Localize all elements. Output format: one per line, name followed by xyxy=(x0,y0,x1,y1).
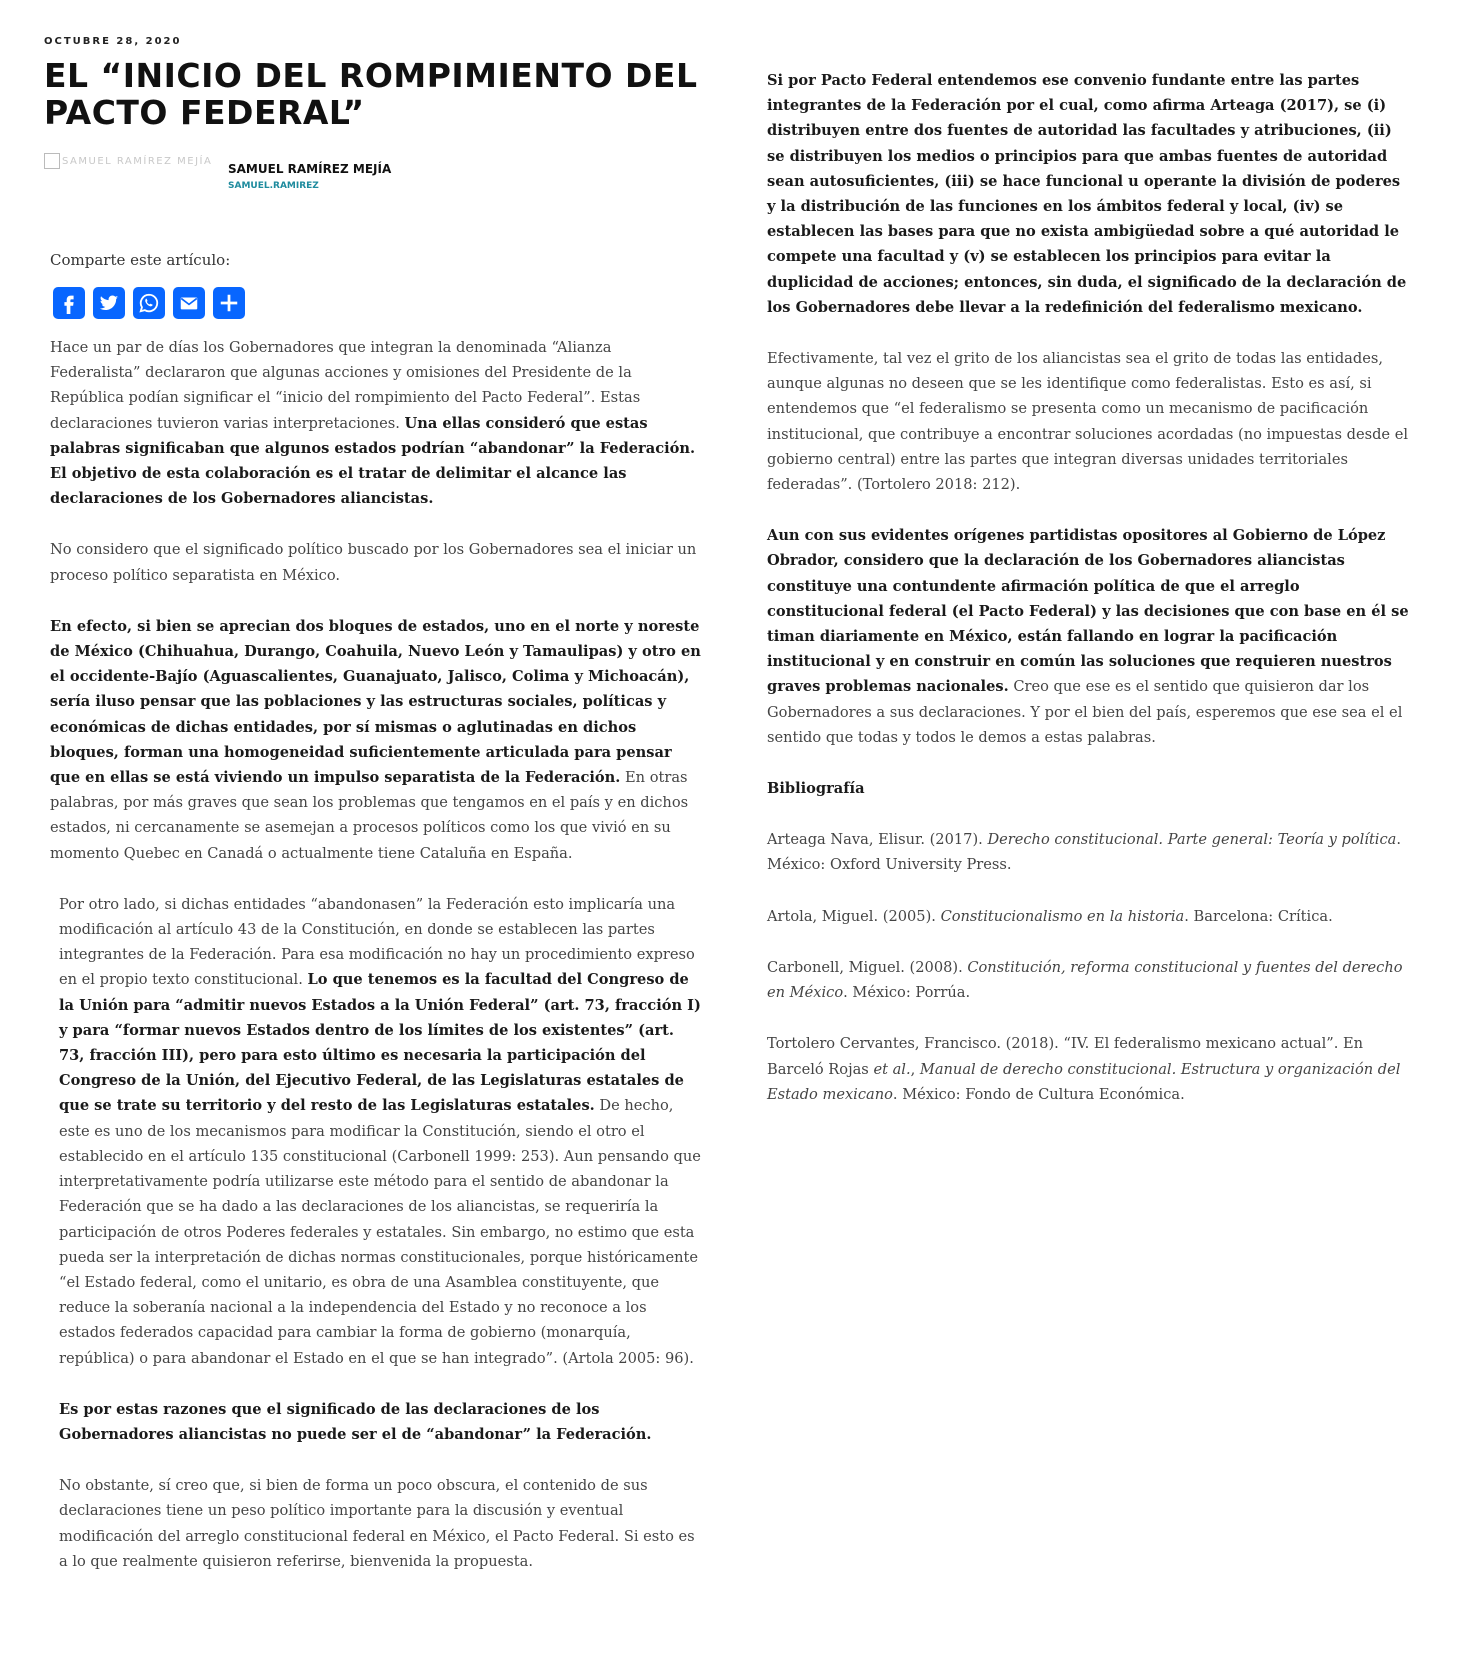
bib-text: Artola, Miguel. (2005). xyxy=(767,907,941,925)
author-handle[interactable]: SAMUEL.RAMIREZ xyxy=(228,181,319,191)
bib-text: . México: Fondo de Cultura Económica. xyxy=(892,1085,1185,1103)
email-share-button[interactable] xyxy=(173,287,205,319)
bib-title: Constitucionalismo en la historia xyxy=(940,907,1185,925)
article-body-right xyxy=(767,68,1413,1107)
twitter-icon xyxy=(98,292,120,314)
paragraph xyxy=(50,614,704,866)
paragraph xyxy=(59,892,704,1371)
paragraph: No considero que el significado político buscado por los Gobernadores sea el iniciar un proceso político separatista en México. xyxy=(50,541,697,584)
paragraph xyxy=(50,335,704,511)
bib-text: , xyxy=(910,1060,920,1078)
author-avatar xyxy=(44,153,212,169)
bib-title: et al. xyxy=(873,1060,911,1078)
paragraph xyxy=(767,523,1413,750)
author-block xyxy=(44,153,704,213)
bib-text: . México: Oxford University Press. xyxy=(767,831,1401,874)
share-icon xyxy=(218,292,240,314)
paragraph-bold: En efecto, si bien se aprecian dos bloques de estados, uno en el norte y noreste de México (Chihuahua, Durango, Coahuila, Nuevo León y Tamaulipas) y otro en el occidente-Bajío (Aguascalientes, Guanajuato, Jalisco, Colima y Michoacán), sería iluso pensar que las poblaciones y las estructuras sociales, políticas y económicas de dichas entidades, por sí mismas o aglutinadas en dichos bloques, forman una homogeneidad suficientemente articulada para pensar que en ellas se está viviendo un impulso separatista de la Federación. xyxy=(50,617,701,787)
author-name[interactable]: SAMUEL RAMÍREZ MEJÍA xyxy=(228,162,392,176)
bib-text: Arteaga Nava, Elisur. (2017). xyxy=(767,831,988,849)
bib-title: Manual de derecho constitucional. Estructura y organización del Estado mexicano xyxy=(767,1060,1401,1103)
paragraph: Efectivamente, tal vez el grito de los aliancistas sea el grito de todas las entidades, aunque algunas no deseen que se les identifique como federalistas. Esto es así, si entendemos que “el federalismo se presenta como un mecanismo de pacificación institucional, que contribuye a encontrar soluciones acordadas (no impuestas desde el gobierno central) entre las partes que integran diversas unidades territoriales federadas”. (Tortolero 2018: 212). xyxy=(767,350,1409,494)
bibliography-entry xyxy=(767,955,1413,1005)
share-buttons xyxy=(53,287,704,319)
bib-text: . México: Porrúa. xyxy=(843,984,971,1002)
article-body-left xyxy=(50,335,704,1574)
share-label: Comparte este artículo: xyxy=(50,251,231,269)
paragraph-bold: Si por Pacto Federal entendemos ese convenio fundante entre las partes integrantes de la Federación por el cual, como afirma Arteaga (2017), se (i) distribuyen entre dos fuentes de autoridad las facultades y atribuciones, (ii) se distribuyen los medios o principios para que ambas fuentes de autoridad sean autosuficientes, (iii) se hace funcional u operante la división de poderes y la distribución de las funciones en los ámbitos federal y local, (iv) se establecen las bases para que no exista ambigüedad sobre a qué autoridad le compete una facultad y (v) se establecen los principios para evitar la duplicidad de acciones; entonces, sin duda, el significado de la declaración de los Gobernadores debe llevar a la redefinición del federalismo mexicano. xyxy=(767,72,1407,316)
paragraph xyxy=(767,68,1413,320)
bibliography-heading: Bibliografía xyxy=(767,780,865,798)
more-share-button[interactable] xyxy=(213,287,245,319)
article-title: EL “INICIO DEL ROMPIMIENTO DEL PACTO FEDERAL” xyxy=(44,56,698,132)
facebook-share-button[interactable] xyxy=(53,287,85,319)
whatsapp-share-button[interactable] xyxy=(133,287,165,319)
left-column xyxy=(44,30,704,1600)
paragraph-text: Por otro lado, si dichas entidades “abandonasen” la Federación esto implicaría una modificación al artículo 43 de la Constitución, en donde se establecen las partes integrantes de la Federación. Para esa modificación no hay un procedimiento expreso en el propio texto constitucional. xyxy=(59,895,695,989)
bib-text: Carbonell, Miguel. (2008). xyxy=(767,958,968,976)
paragraph-bold: Aun con sus evidentes orígenes partidistas opositores al Gobierno de López Obrador, considero que la declaración de los Gobernadores aliancistas constituye una contundente afirmación política de que el arreglo constitucional federal (el Pacto Federal) y las decisiones que con base en él se timan diariamente en México, están fallando en lograr la pacificación institucional y en construir en común las soluciones que requieren nuestros graves problemas nacionales. xyxy=(767,527,1409,696)
paragraph-text: De hecho, este es uno de los mecanismos para modificar la Constitución, siendo el otro el establecido en el artículo 135 constitucional (Carbonell 1999: 253). Aun pensando que interpretativamente podría utilizarse este método para el sentido de abandonar la Federación que se ha dado a las declaraciones de los aliancistas, se requeriría la participación de otros Poderes federales y estatales. Sin embargo, no estimo que esta pueda ser la interpretación de dichas normas constitucionales, porque históricamente “el Estado federal, como el unitario, es obra de una Asamblea constituyente, que reduce la soberanía nacional a la independencia del Estado y no reconoce a los estados federados capacidad para cambiar la forma de gobierno (monarquía, república) o para abandonar el Estado en el que se han integrado”. (Artola 2005: 96). xyxy=(59,1097,701,1367)
broken-image-icon xyxy=(44,153,60,169)
paragraph-bold: Es por estas razones que el significado de las declaraciones de los Gobernadores aliancistas no puede ser el de “abandonar” la Federación. xyxy=(59,1400,652,1443)
bibliography-entry xyxy=(767,827,1413,877)
twitter-share-button[interactable] xyxy=(93,287,125,319)
paragraph-text: Creo que ese es el sentido que quisieron dar los Gobernadores a sus declaraciones. Y por el bien del país, esperemos que ese sea el el sentido que todas y todos le demos a estas palabras. xyxy=(767,678,1403,746)
paragraph-text: Hace un par de días los Gobernadores que integran la denominada “Alianza Federalista” declararon que algunas acciones y omisiones del Presidente de la República podían significar el “inicio del rompimiento del Pacto Federal”. Estas declaraciones tuvieron varias interpretaciones. xyxy=(50,339,641,432)
bibliography-entry xyxy=(767,1031,1413,1107)
facebook-icon xyxy=(58,292,80,314)
paragraph-text: En otras palabras, por más graves que sean los problemas que tengamos en el país y en dichos estados, ni cercanamente se asemejan a procesos políticos como los que vivió en su momento Quebec en Canadá o actualmente tiene Cataluña en España. xyxy=(50,769,689,862)
paragraph-bold: Lo que tenemos es la facultad del Congreso de la Unión para “admitir nuevos Estados a la Unión Federal” (art. 73, fracción I) y para “formar nuevos Estados dentro de los límites de los existentes” (art. 73, fracción III), pero para esto último es necesaria la participación del Congreso de la Unión, del Ejecutivo Federal, de las Legislaturas estatales de que se trate su territorio y del resto de las Legislaturas estatales. xyxy=(59,971,701,1115)
bibliography-entry xyxy=(767,904,1413,929)
paragraph xyxy=(59,1397,704,1447)
bib-text: . Barcelona: Crítica. xyxy=(1184,907,1333,925)
right-column xyxy=(767,68,1413,1133)
article-date: OCTUBRE 28, 2020 xyxy=(44,36,182,47)
paragraph: No obstante, sí creo que, si bien de forma un poco obscura, el contenido de sus declaraciones tiene un peso político importante para la discusión y eventual modificación del arreglo constitucional federal en México, el Pacto Federal. Si esto es a lo que realmente quisieron referirse, bienvenida la propuesta. xyxy=(59,1477,695,1570)
bib-title: Derecho constitucional. Parte general: Teoría y política xyxy=(987,831,1397,849)
author-avatar-alt: SAMUEL RAMÍREZ MEJÍA xyxy=(62,155,213,167)
bib-text: Tortolero Cervantes, Francisco. (2018). “IV. El federalismo mexicano actual”. En Barceló Rojas xyxy=(767,1035,1364,1078)
whatsapp-icon xyxy=(138,292,160,314)
paragraph-bold: Una ellas consideró que estas palabras significaban que algunos estados podrían “abandonar” la Federación. El objetivo de esta colaboración es el tratar de delimitar el alcance las declaraciones de los Gobernadores aliancistas. xyxy=(50,414,696,508)
email-icon xyxy=(178,292,200,314)
bib-title: Constitución, reforma constitucional y fuentes del derecho en México xyxy=(767,958,1403,1002)
